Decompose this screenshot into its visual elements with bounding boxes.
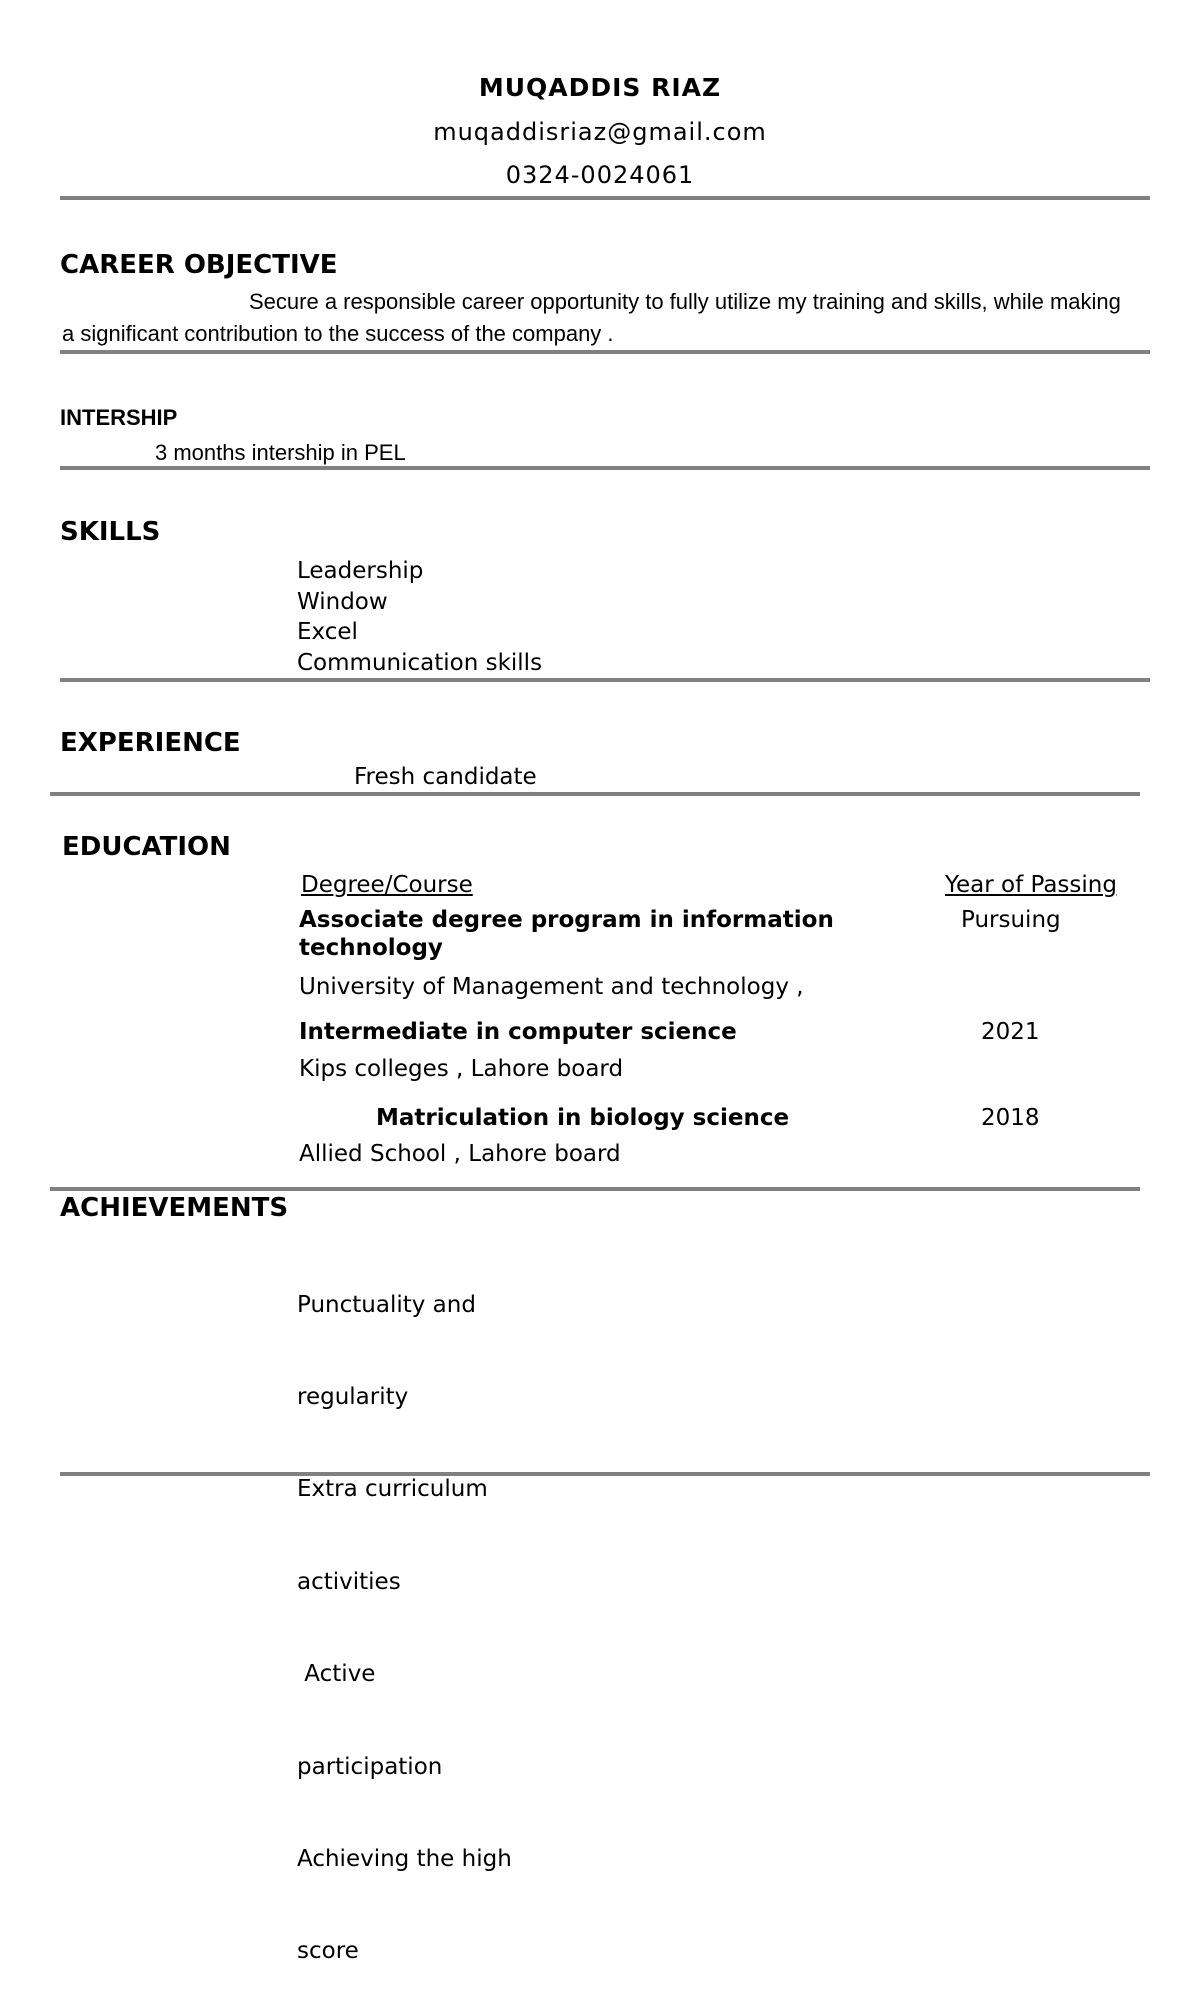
skills-heading: SKILLS	[60, 517, 161, 547]
candidate-name: MUQADDIS RIAZ	[478, 73, 722, 102]
achievement-line: Active	[297, 1661, 376, 1688]
achievement-line: Extra curriculum	[297, 1476, 488, 1503]
email-text: muqaddisriaz@gmail.com	[433, 118, 767, 146]
achievement-line: score	[297, 1938, 359, 1965]
divider	[50, 1187, 1140, 1191]
divider	[60, 678, 1150, 682]
education-degree-continued: technology	[299, 935, 443, 961]
education-degree: Matriculation in biology science	[376, 1105, 790, 1131]
education-institution: Allied School , Lahore board	[299, 1141, 621, 1167]
education-heading: EDUCATION	[62, 832, 231, 862]
year-column-header: Year of Passing	[945, 872, 1117, 898]
skill-item: Leadership	[297, 558, 424, 584]
career-objective-heading: CAREER OBJECTIVE	[60, 250, 338, 280]
education-year: 2021	[981, 1019, 1040, 1045]
divider	[60, 1472, 1150, 1476]
experience-heading: EXPERIENCE	[60, 728, 241, 758]
skills-list	[297, 556, 542, 678]
achievement-line: activities	[297, 1568, 401, 1595]
phone-text: 0324-0024061	[505, 161, 695, 189]
skill-item: Window	[297, 588, 388, 615]
internship-heading: INTERSHIP	[60, 405, 178, 430]
divider	[60, 196, 1150, 200]
divider	[60, 466, 1150, 470]
achievement-line: regularity	[297, 1383, 409, 1410]
achievement-line: Achieving the high	[297, 1845, 512, 1872]
education-year: 2018	[981, 1105, 1040, 1131]
education-degree: Intermediate in computer science	[299, 1019, 737, 1045]
experience-text: Fresh candidate	[354, 764, 537, 790]
career-objective-line-2: a significant contribution to the success of the company .	[62, 321, 614, 346]
education-institution: Kips colleges , Lahore board	[299, 1056, 624, 1082]
skill-item: Communication skills	[297, 649, 543, 676]
divider	[60, 350, 1150, 354]
achievement-line: Punctuality and	[297, 1291, 476, 1318]
achievements-heading: ACHIEVEMENTS	[60, 1193, 289, 1223]
degree-column-header: Degree/Course	[301, 872, 473, 898]
divider	[50, 792, 1140, 796]
career-objective-line-1: Secure a responsible career opportunity to fully utilize my training and skills, while making	[249, 289, 1121, 314]
education-degree: Associate degree program in information	[299, 907, 834, 933]
education-year: Pursuing	[961, 907, 1061, 933]
internship-text: 3 months intership in PEL	[155, 440, 406, 465]
skill-item: Excel	[297, 619, 358, 645]
achievements-list	[297, 1228, 512, 1998]
achievement-line: participation	[297, 1753, 443, 1780]
education-institution: University of Management and technology ,	[299, 974, 804, 1000]
